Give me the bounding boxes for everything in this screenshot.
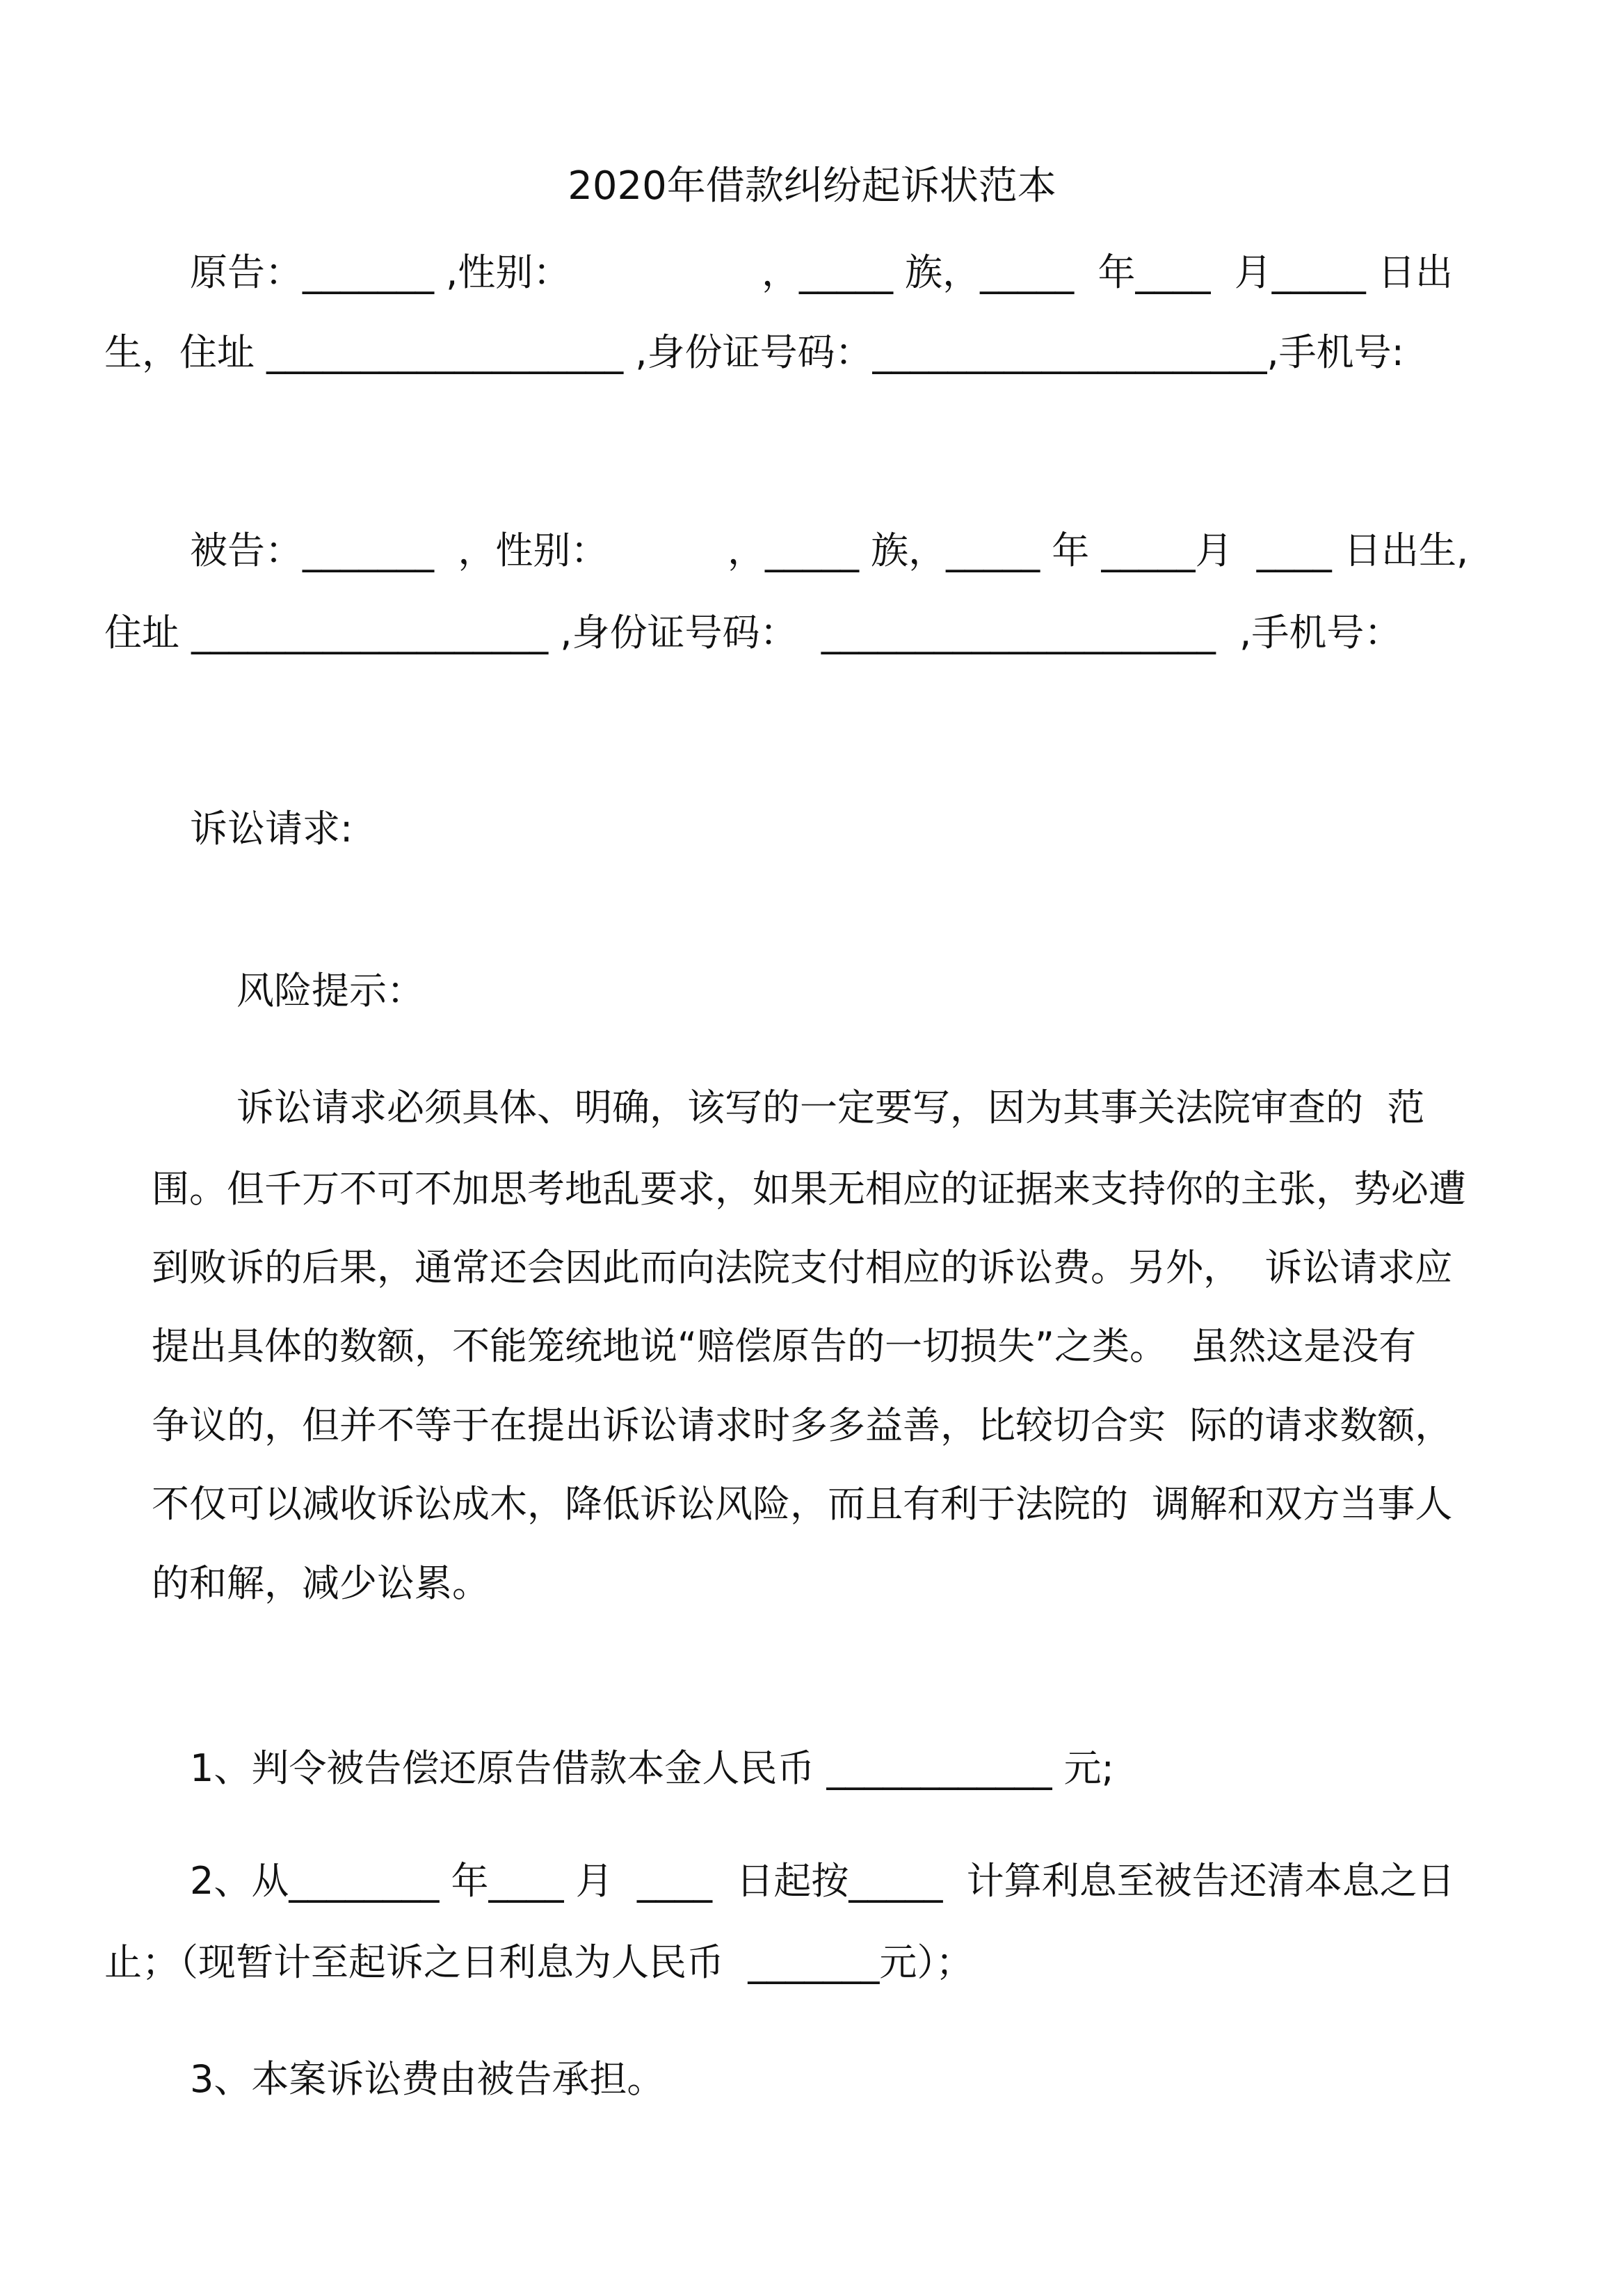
risk-text-line: 到败诉的后果，通常还会因此而向法院支付相应的诉讼费。另外， 诉讼请求应	[152, 1246, 1453, 1289]
risk-text-line: 不仅可以减收诉讼成木，降低诉讼风险，而且有利于法院的 调解和双方当事人	[152, 1482, 1453, 1526]
risk-text-line: 提出具体的数额，不能笼统地说“赔偿原告的一切损失”之类。 虽然这是没有	[152, 1324, 1417, 1368]
claim-item-2-line-2: 止；（现暂计至起诉之日利息为人民币 _______元）；	[104, 1940, 974, 1984]
document-title: 2020年借款纠纷起诉状范本	[568, 163, 1056, 209]
claims-heading: 诉讼请求:	[190, 807, 353, 851]
risk-text-line: 的和解，减少讼累。	[152, 1561, 490, 1605]
risk-text-line: 围。但千万不可不加思考地乱要求，如果无相应的证据来支持你的主张，势必遭	[152, 1167, 1466, 1211]
claim-item-2-line-1: 2、从________ 年____ 月 ____ 日起按_____ 计算利息至被告还清本息之日	[190, 1859, 1455, 1903]
claim-item-3: 3、本案诉讼费由被告承担。	[190, 2057, 665, 2101]
defendant-line-1: 被告：_______ ，性别： ，_____ 族，_____ 年 _____月 ____ 日出生,	[190, 529, 1469, 572]
claim-item-1: 1、判令被告偿还原告借款本金人民币 ____________ 元;	[190, 1746, 1114, 1790]
plaintiff-line-2: 生，住址 ___________________ ,身份证号码：_____________________,手机号:	[104, 330, 1404, 374]
defendant-line-2: 住址 ___________________ ,身份证号码： _____________________ ,手机号：	[104, 611, 1402, 654]
plaintiff-line-1: 原告：_______ ,性别： ，_____ 族，_____ 年____ 月_____ 日出	[190, 250, 1453, 294]
risk-text-line: 诉讼请求必须具体、明确，该写的一定要写，因为其事关法院审查的 范	[236, 1086, 1425, 1129]
risk-heading: 风险提示：	[236, 969, 424, 1013]
risk-text-line: 争议的，但并不等于在提出诉讼请求时多多益善，比较切合实 际的请求数额，	[152, 1403, 1453, 1447]
